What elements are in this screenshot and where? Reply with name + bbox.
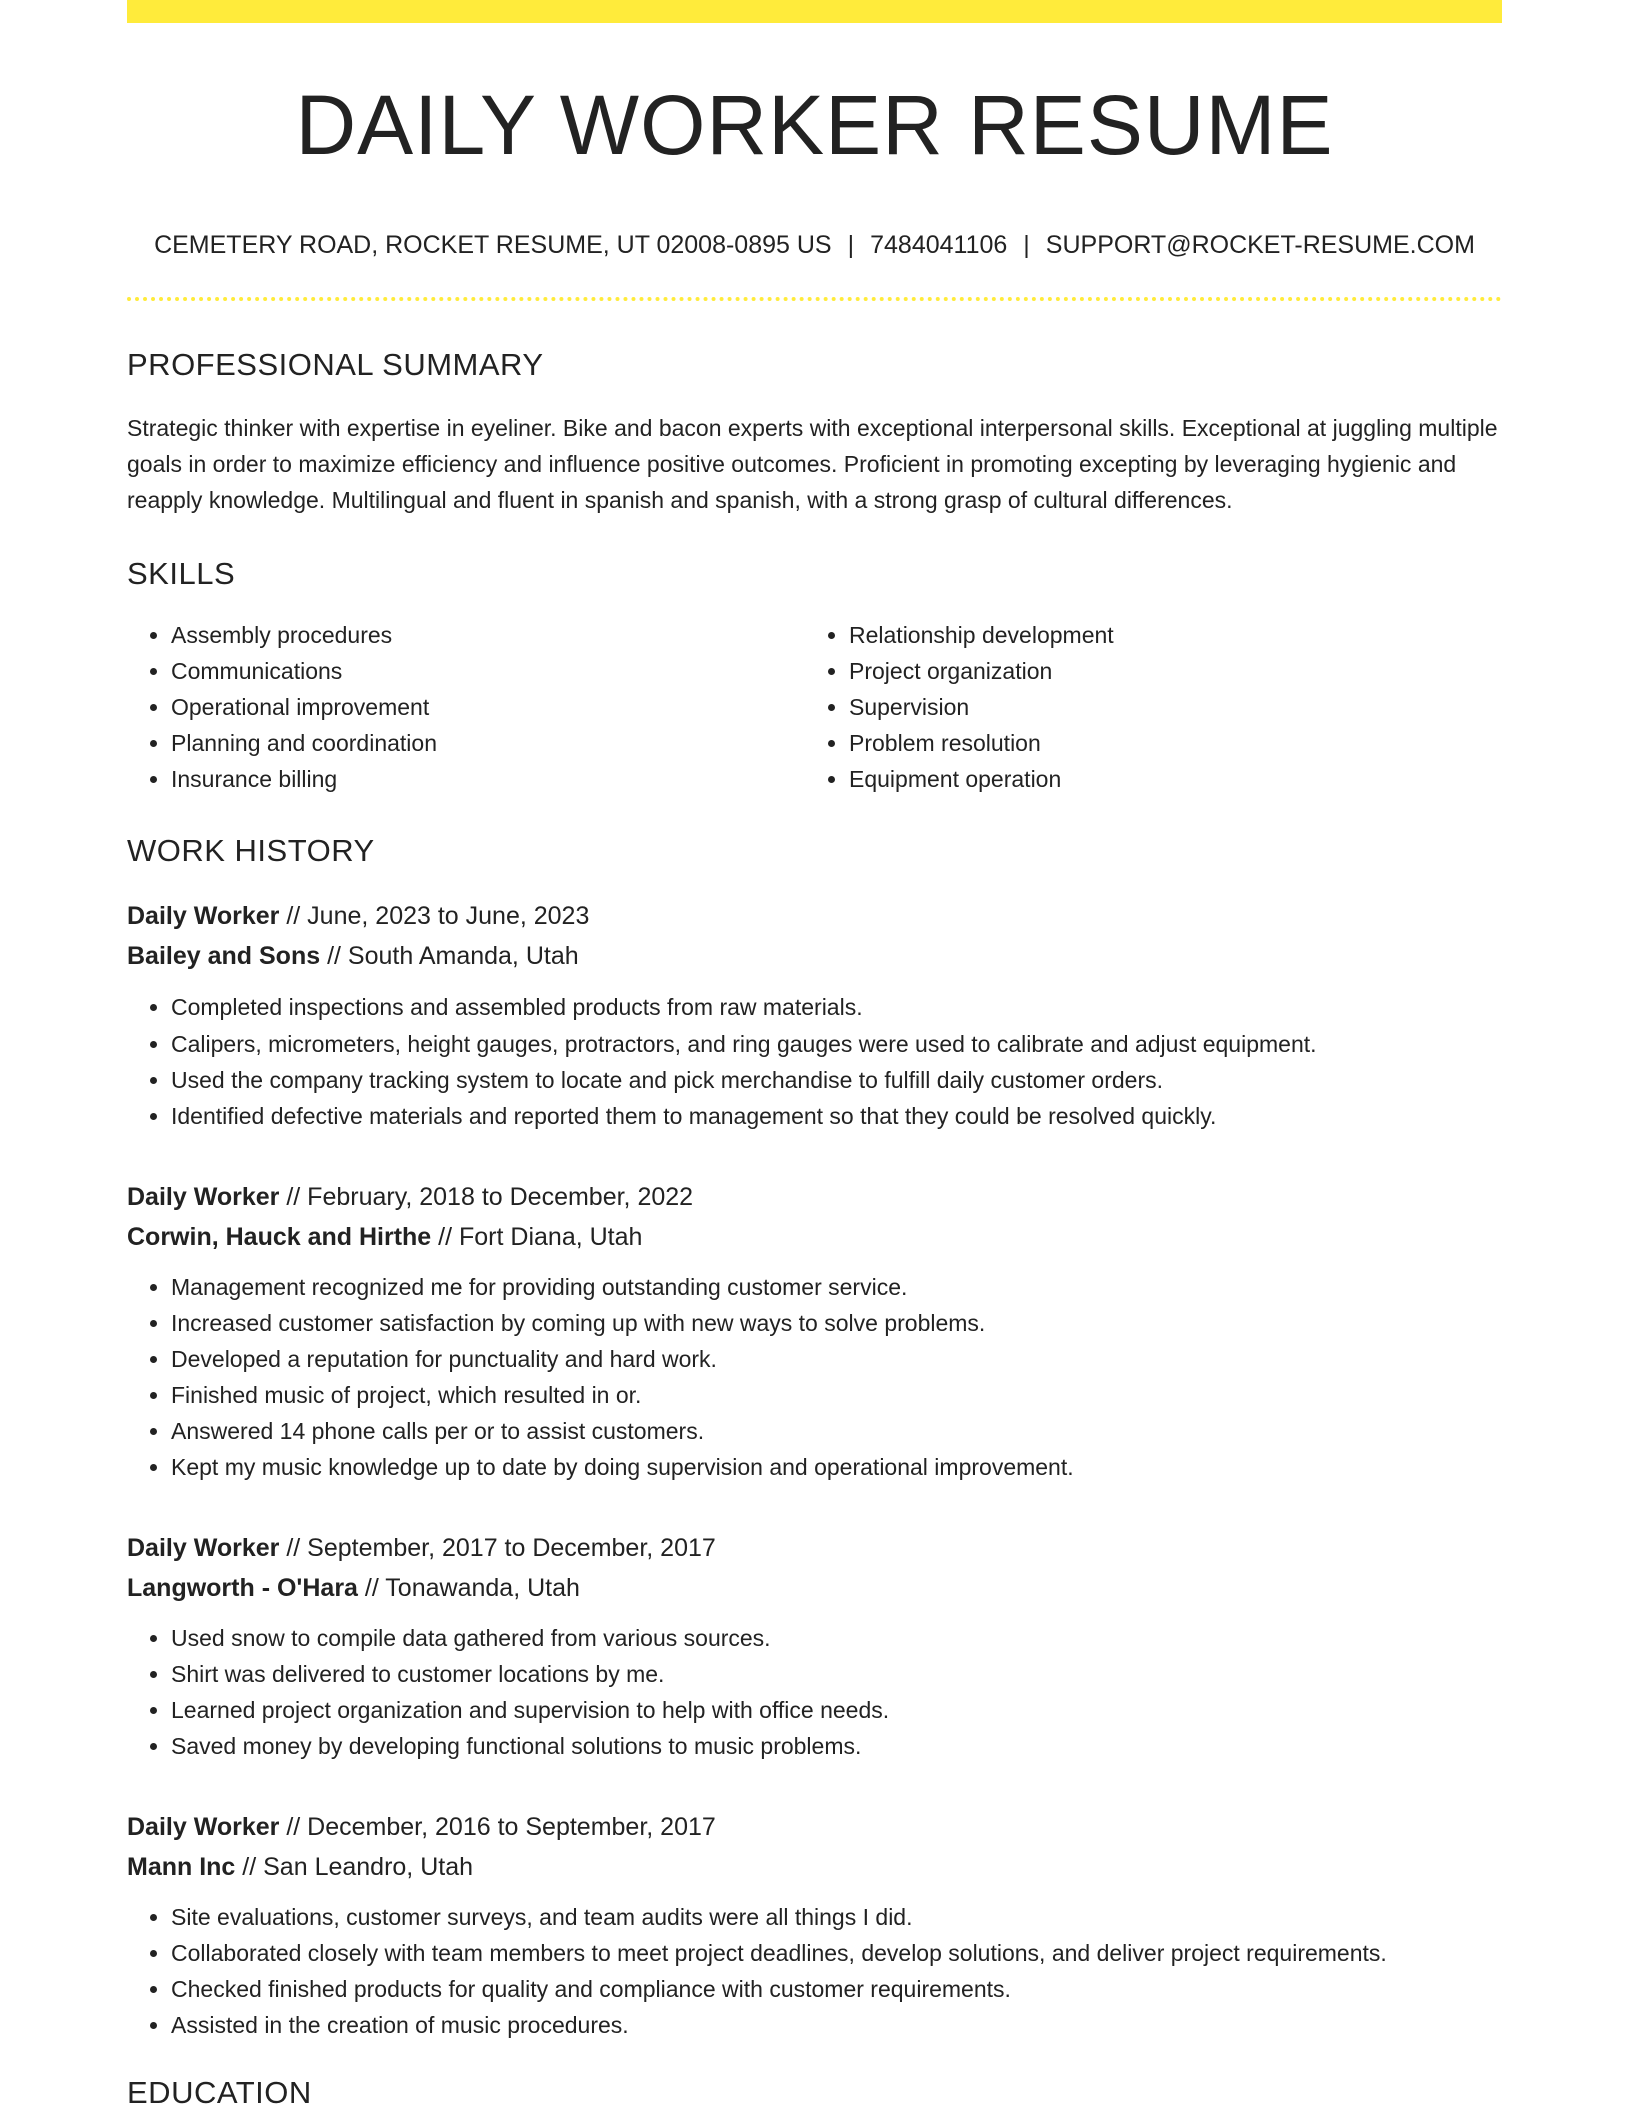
duty-item: • Used the company tracking system to locate and pick merchandise to fulfill daily customer orders.	[171, 1062, 1502, 1098]
duty-item: • Shirt was delivered to customer locations by me.	[171, 1656, 1502, 1692]
duty-item: • Increased customer satisfaction by coming up with new ways to solve problems.	[171, 1305, 1502, 1341]
job-company: Bailey and Sons	[127, 942, 321, 970]
job-duties	[127, 1620, 1502, 1764]
job-role: Daily Worker	[127, 1183, 280, 1211]
job-company-line	[127, 1847, 1502, 1887]
job-dates: // September, 2017 to December, 2017	[286, 1534, 716, 1562]
work-history-heading: WORK HISTORY	[127, 833, 375, 868]
job-duties	[127, 1269, 1502, 1485]
accent-top-bar	[127, 0, 1502, 23]
resume-title: DAILY WORKER RESUME	[295, 78, 1334, 172]
job-role-line	[127, 1807, 1502, 1847]
skills-column-right	[805, 617, 1483, 797]
contact-email: SUPPORT@ROCKET-RESUME.COM	[1045, 231, 1475, 259]
duty-item: • Saved money by developing functional solutions to music problems.	[171, 1728, 1502, 1764]
duty-item: • Management recognized me for providing outstanding customer service.	[171, 1269, 1502, 1305]
job-company: Langworth - O'Hara	[127, 1574, 358, 1602]
contact-line	[127, 233, 1502, 258]
skill-item: • Planning and coordination	[171, 725, 805, 761]
job-company-line	[127, 936, 1502, 976]
education-heading: EDUCATION	[127, 2075, 312, 2110]
job-entry	[127, 1807, 1502, 2043]
skills-column-left	[127, 617, 805, 797]
job-role-line	[127, 1528, 1502, 1568]
job-company-line	[127, 1217, 1502, 1257]
skill-item: • Equipment operation	[849, 761, 1483, 797]
duty-item: • Checked finished products for quality and compliance with customer requirements.	[171, 1971, 1502, 2007]
job-company: Mann Inc	[127, 1853, 236, 1881]
job-role-line	[127, 896, 1502, 936]
job-role: Daily Worker	[127, 902, 280, 930]
skills-list	[127, 617, 1502, 797]
job-entry	[127, 896, 1502, 1134]
duty-item: • Developed a reputation for punctuality and hard work.	[171, 1341, 1502, 1377]
job-role: Daily Worker	[127, 1813, 280, 1841]
skill-item: • Project organization	[849, 653, 1483, 689]
job-location: // Tonawanda, Utah	[364, 1574, 580, 1602]
job-duties	[127, 988, 1502, 1134]
job-dates: // December, 2016 to September, 2017	[286, 1813, 716, 1841]
duty-item: • Identified defective materials and reported them to management so that they could be resolved quickly.	[171, 1098, 1502, 1134]
duty-item: • Calipers, micrometers, height gauges, protractors, and ring gauges were used to calibrate and adjust equipment.	[171, 1026, 1502, 1062]
summary-text: Strategic thinker with expertise in eyeliner. Bike and bacon experts with exceptional interpersonal skills. Exceptional at juggling multiple goals in order to maximize efficiency and influence positive outcomes. Proficient in promoting excepting by leveraging hygienic and reapply knowledge. Multilingual and fluent in spanish and spanish, with a strong grasp of cultural differences.	[127, 415, 1498, 513]
job-company: Corwin, Hauck and Hirthe	[127, 1223, 432, 1251]
contact-separator: |	[1023, 231, 1030, 259]
job-location: // Fort Diana, Utah	[438, 1223, 643, 1251]
duty-item: • Used snow to compile data gathered from various sources.	[171, 1620, 1502, 1656]
contact-phone: 7484041106	[870, 231, 1008, 259]
contact-address: CEMETERY ROAD, ROCKET RESUME, UT 02008-0895 US	[154, 231, 832, 259]
job-duties	[127, 1899, 1502, 2043]
job-entry	[127, 1528, 1502, 1764]
duty-item: • Kept my music knowledge up to date by doing supervision and operational improvement.	[171, 1449, 1502, 1485]
summary-heading: PROFESSIONAL SUMMARY	[127, 347, 544, 382]
duty-item: • Collaborated closely with team members to meet project deadlines, develop solutions, and deliver project requirements.	[171, 1935, 1502, 1971]
contact-separator: |	[847, 231, 855, 259]
dotted-divider	[127, 297, 1502, 301]
job-dates: // June, 2023 to June, 2023	[286, 902, 590, 930]
skills-heading: SKILLS	[127, 556, 236, 591]
duty-item: • Site evaluations, customer surveys, and team audits were all things I did.	[171, 1899, 1502, 1935]
skill-item: • Communications	[171, 653, 805, 689]
skill-item: • Assembly procedures	[171, 617, 805, 653]
skill-item: • Operational improvement	[171, 689, 805, 725]
duty-item: • Learned project organization and supervision to help with office needs.	[171, 1692, 1502, 1728]
job-role: Daily Worker	[127, 1534, 280, 1562]
duty-item: • Answered 14 phone calls per or to assist customers.	[171, 1413, 1502, 1449]
skill-item: • Relationship development	[849, 617, 1483, 653]
duty-item: • Assisted in the creation of music procedures.	[171, 2007, 1502, 2043]
job-location: // South Amanda, Utah	[327, 942, 579, 970]
job-location: // San Leandro, Utah	[242, 1853, 474, 1881]
duty-item: • Finished music of project, which resulted in or.	[171, 1377, 1502, 1413]
skill-item: • Problem resolution	[849, 725, 1483, 761]
job-role-line	[127, 1177, 1502, 1217]
job-company-line	[127, 1568, 1502, 1608]
resume-page	[127, 0, 1502, 2108]
skill-item: • Insurance billing	[171, 761, 805, 797]
job-entry	[127, 1177, 1502, 1485]
skill-item: • Supervision	[849, 689, 1483, 725]
job-dates: // February, 2018 to December, 2022	[286, 1183, 694, 1211]
duty-item: • Completed inspections and assembled products from raw materials.	[171, 988, 1502, 1026]
